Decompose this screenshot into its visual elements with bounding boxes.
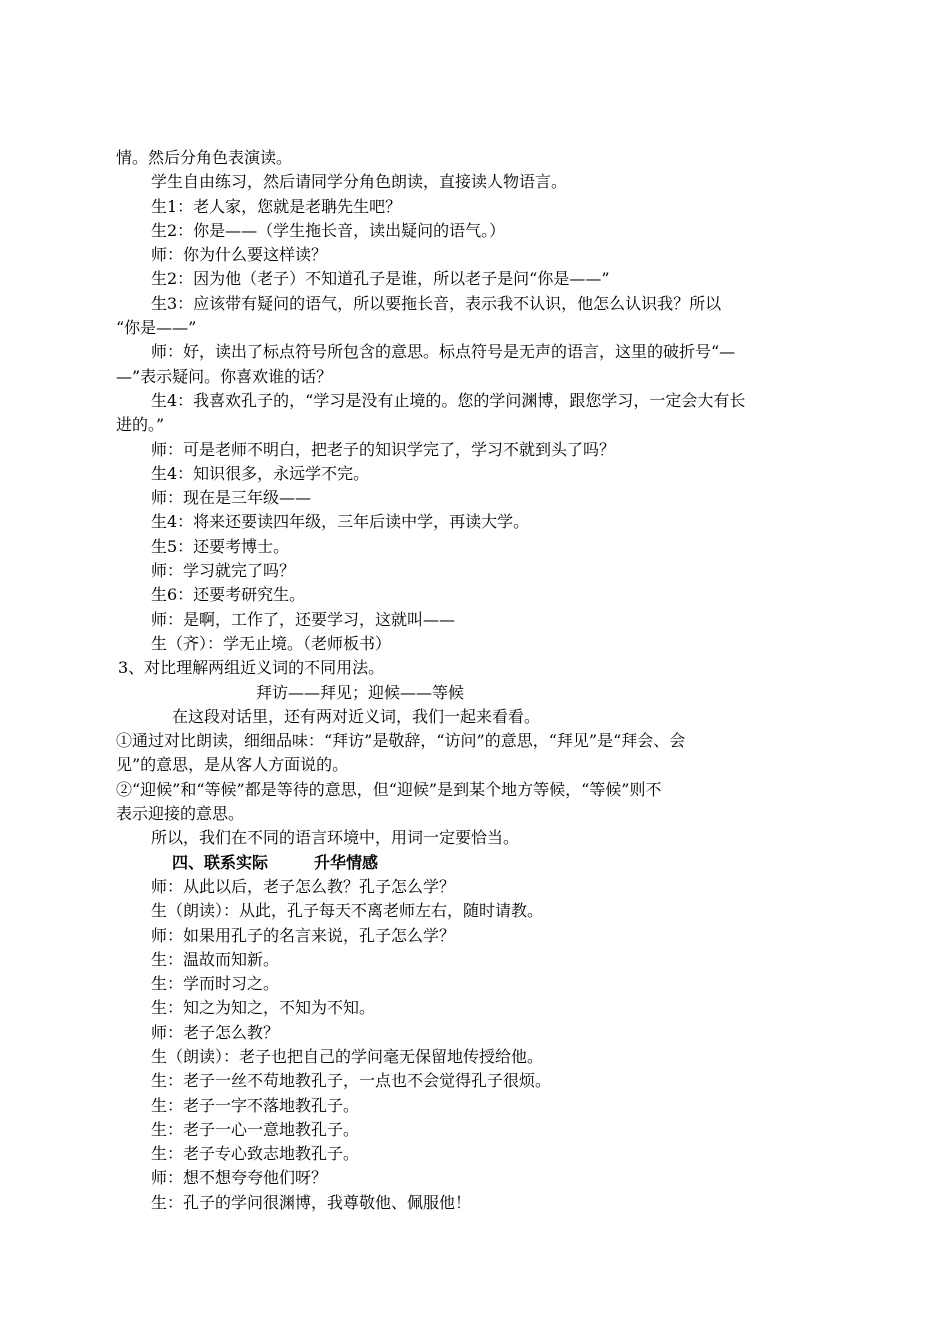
- section-subheading: 3、对比理解两组近义词的不同用法。: [118, 658, 385, 678]
- text-line: 生：学而时习之。: [151, 974, 280, 994]
- text-line: 生（朗读）：老子也把自己的学问毫无保留地传授给他。: [151, 1046, 544, 1066]
- text-line: 生1：老人家，您就是老聃先生吧？: [151, 196, 402, 216]
- text-line: 所以，我们在不同的语言环境中，用词一定要恰当。: [151, 828, 520, 848]
- text-line: 师：老子怎么教？: [151, 1022, 280, 1042]
- text-line: 师：如果用孔子的名言来说，孔子怎么学？: [151, 925, 456, 945]
- text-line: 生4：将来还要读四年级，三年后读中学，再读大学。: [151, 512, 530, 532]
- section-heading-part1: 四、联系实际: [172, 852, 269, 872]
- text-line: 师：现在是三年级——: [151, 488, 312, 508]
- section-heading: [116, 851, 840, 875]
- text-line: 师：是啊，工作了，还要学习，这就叫——: [151, 609, 456, 629]
- text-line: 生4：我喜欢孔子的，“学习是没有止境的。您的学问渊博，跟您学习，一定会大有长: [151, 390, 746, 410]
- text-line: 师：学习就完了吗？: [151, 561, 296, 581]
- text-line: 表示迎接的意思。: [116, 804, 245, 824]
- text-line: ①通过对比朗读，细细品味：“拜访”是敬辞，“访问”的意思，“拜见”是“拜会、会: [116, 731, 686, 751]
- text-line: 师：可是老师不明白，把老子的知识学完了，学习不就到头了吗？: [151, 439, 616, 459]
- text-line: 在这段对话里，还有两对近义词，我们一起来看看。: [172, 706, 541, 726]
- text-line: 学生自由练习，然后请同学分角色朗读，直接读人物语言。: [151, 172, 568, 192]
- text-line: 生：老子一字不落地教孔子。: [151, 1095, 360, 1115]
- text-line: 生：老子一丝不苟地教孔子，一点也不会觉得孔子很烦。: [151, 1071, 552, 1091]
- text-line: 生：知之为知之，不知为不知。: [151, 998, 376, 1018]
- text-line: 师：从此以后，老子怎么教？孔子怎么学？: [151, 876, 456, 896]
- text-line: 拜访——拜见；迎候——等候: [256, 682, 465, 702]
- text-line: 师：想不想夸夸他们呀？: [151, 1168, 328, 1188]
- text-line: 进的。”: [116, 415, 165, 435]
- text-line: 生4：知识很多，永远学不完。: [151, 463, 370, 483]
- text-line: 生6：还要考研究生。: [151, 585, 306, 605]
- text-line: 生：温故而知新。: [151, 949, 280, 969]
- text-line: —”表示疑问。你喜欢谁的话？: [116, 366, 333, 386]
- text-line: 生5：还要考博士。: [151, 536, 290, 556]
- section-heading-part2: 升华情感: [314, 852, 379, 872]
- text-line: ②“迎候”和“等候”都是等待的意思，但“迎候”是到某个地方等候，“等候”则不: [116, 779, 662, 799]
- text-line: “你是——”: [116, 318, 197, 338]
- text-line: 生（齐）：学无止境。（老师板书）: [151, 633, 392, 653]
- text-line: 情。然后分角色表演读。: [116, 148, 293, 167]
- text-line: 生（朗读）：从此，孔子每天不离老师左右，随时请教。: [151, 901, 544, 921]
- text-line: 师：你为什么要这样读？: [151, 245, 328, 265]
- text-line: 生2：你是——（学生拖长音，读出疑问的语气。）: [151, 220, 506, 240]
- text-line: 生3：应该带有疑问的语气，所以要拖长音，表示我不认识，他怎么认识我？所以: [151, 293, 722, 313]
- text-line: 见”的意思，是从客人方面说的。: [116, 755, 349, 775]
- document-page: [116, 146, 840, 1215]
- text-line: 师：好，读出了标点符号所包含的意思。标点符号是无声的语言，这里的破折号“—: [151, 342, 736, 362]
- text-line: 生：老子专心致志地教孔子。: [151, 1144, 360, 1164]
- text-line: 生：老子一心一意地教孔子。: [151, 1119, 360, 1139]
- text-line: 生2：因为他（老子）不知道孔子是谁，所以老子是问“你是——”: [151, 269, 610, 289]
- text-line: 生：孔子的学问很渊博，我尊敬他、佩服他！: [151, 1192, 472, 1212]
